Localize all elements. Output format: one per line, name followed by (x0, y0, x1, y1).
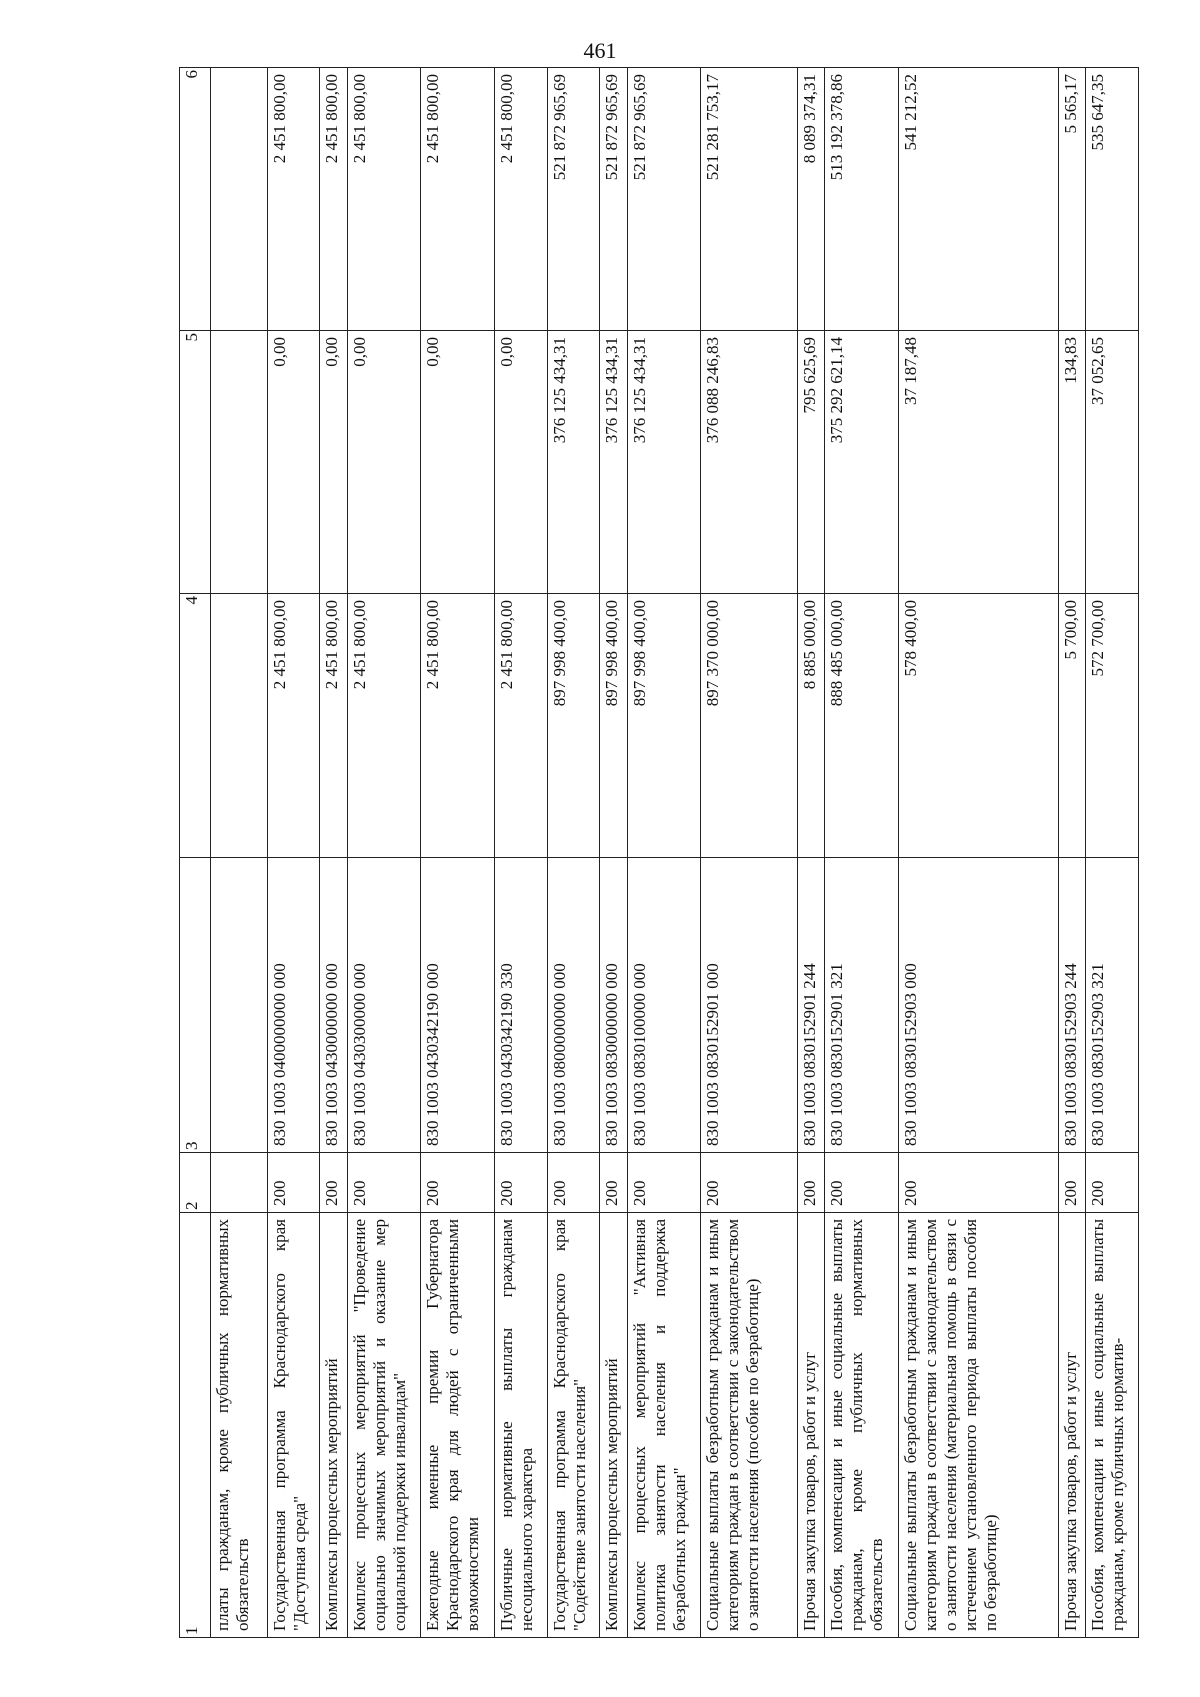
table-row (600, 68, 627, 1638)
row-name: Государственная программа Краснодарского края "Доступная среда" (267, 1213, 320, 1638)
row-planned: 572 700,00 (1086, 594, 1139, 858)
row-planned: 2 451 800,00 (267, 594, 320, 858)
row-kbk: 830 1003 0400000000 000 (267, 858, 320, 1153)
row-name: Пособия, компенсации и иные социальные выплаты гражданам, кроме публичных норматив- (1086, 1213, 1139, 1638)
row-executed: 0,00 (495, 331, 548, 594)
row-code (211, 1153, 268, 1213)
row-name: Государственная программа Краснодарского края "Содействие занятости населения" (547, 1213, 600, 1638)
row-executed (211, 331, 268, 594)
table-row (898, 68, 1058, 1638)
row-name: Комплексы процессных мероприятий (320, 1213, 347, 1638)
row-planned: 897 370 000,00 (701, 594, 798, 858)
page-number: 461 (583, 38, 617, 63)
table-row (495, 68, 548, 1638)
row-name: Комплексы процессных мероприятий (600, 1213, 627, 1638)
row-name: Социальные выплаты безработным гражданам и иным категориям граждан в соответствии с законодательством о занятости населения (пособие по безработице) (701, 1213, 798, 1638)
row-code: 200 (701, 1153, 798, 1213)
row-code: 200 (267, 1153, 320, 1213)
row-code: 200 (798, 1153, 825, 1213)
row-kbk: 830 1003 0830100000 000 (627, 858, 701, 1153)
row-planned: 2 451 800,00 (347, 594, 421, 858)
row-executed: 376 088 246,83 (701, 331, 798, 594)
row-name: Комплекс процессных мероприятий "Активная политика занятости населения и поддержка безработных граждан" (627, 1213, 701, 1638)
row-kbk: 830 1003 0430342190 000 (421, 858, 495, 1153)
row-executed: 0,00 (267, 331, 320, 594)
row-name: Прочая закупка товаров, работ и услуг (798, 1213, 825, 1638)
row-planned: 897 998 400,00 (547, 594, 600, 858)
table-row (701, 68, 798, 1638)
row-planned: 888 485 000,00 (825, 594, 899, 858)
table-row (798, 68, 825, 1638)
row-kbk: 830 1003 0830152901 321 (825, 858, 899, 1153)
row-unexecuted: 2 451 800,00 (267, 68, 320, 331)
table-row (267, 68, 320, 1638)
row-kbk: 830 1003 0830152903 244 (1058, 858, 1085, 1153)
header-col-2: 2 (180, 1153, 211, 1213)
row-name: Ежегодные именные премии Губернатора Краснодарского края для людей с ограниченными возможностями (421, 1213, 495, 1638)
table-row (1058, 68, 1085, 1638)
row-kbk: 830 1003 0430000000 000 (320, 858, 347, 1153)
row-planned: 897 998 400,00 (627, 594, 701, 858)
table-row (211, 68, 268, 1638)
row-unexecuted: 2 451 800,00 (320, 68, 347, 331)
header-row (180, 68, 211, 1638)
header-col-4: 4 (180, 594, 211, 858)
row-planned: 2 451 800,00 (495, 594, 548, 858)
row-executed: 0,00 (320, 331, 347, 594)
row-code: 200 (347, 1153, 421, 1213)
row-unexecuted: 5 565,17 (1058, 68, 1085, 331)
rotated-table-container (179, 70, 1139, 1638)
row-unexecuted: 521 872 965,69 (547, 68, 600, 331)
row-kbk: 830 1003 0430300000 000 (347, 858, 421, 1153)
row-unexecuted: 2 451 800,00 (495, 68, 548, 331)
row-code: 200 (421, 1153, 495, 1213)
row-executed: 795 625,69 (798, 331, 825, 594)
row-code: 200 (320, 1153, 347, 1213)
row-planned: 5 700,00 (1058, 594, 1085, 858)
row-kbk: 830 1003 0830000000 000 (600, 858, 627, 1153)
row-executed: 376 125 434,31 (547, 331, 600, 594)
row-planned: 8 885 000,00 (798, 594, 825, 858)
row-name: платы гражданам, кроме публичных нормативных обязательств (211, 1213, 268, 1638)
row-executed: 376 125 434,31 (600, 331, 627, 594)
row-executed: 0,00 (421, 331, 495, 594)
table-row (547, 68, 600, 1638)
row-code: 200 (898, 1153, 1058, 1213)
header-col-6: 6 (180, 68, 211, 331)
row-name: Пособия, компенсации и иные социальные выплаты гражданам, кроме публичных нормативных обязательств (825, 1213, 899, 1638)
row-planned: 578 400,00 (898, 594, 1058, 858)
row-executed: 375 292 621,14 (825, 331, 899, 594)
row-unexecuted: 541 212,52 (898, 68, 1058, 331)
row-name: Публичные нормативные выплаты гражданам несоциального характера (495, 1213, 548, 1638)
row-code: 200 (627, 1153, 701, 1213)
row-unexecuted: 521 872 965,69 (600, 68, 627, 331)
row-unexecuted (211, 68, 268, 331)
row-kbk: 830 1003 0430342190 330 (495, 858, 548, 1153)
row-unexecuted: 2 451 800,00 (347, 68, 421, 331)
row-code: 200 (495, 1153, 548, 1213)
row-unexecuted: 521 872 965,69 (627, 68, 701, 331)
header-col-5: 5 (180, 331, 211, 594)
rotated-table (179, 70, 1139, 1638)
row-planned: 897 998 400,00 (600, 594, 627, 858)
header-col-1: 1 (180, 1213, 211, 1638)
row-name: Социальные выплаты безработным гражданам и иным категориям граждан в соответствии с законодательством о занятости населения (материальная помощь в связи с истечением установленного периода выплаты пособия по безработице) (898, 1213, 1058, 1638)
row-unexecuted: 535 647,35 (1086, 68, 1139, 331)
table-row (1086, 68, 1139, 1638)
row-kbk (211, 858, 268, 1153)
row-executed: 0,00 (347, 331, 421, 594)
row-executed: 37 187,48 (898, 331, 1058, 594)
table-row (421, 68, 495, 1638)
row-name: Комплекс процессных мероприятий "Проведение социально значимых мероприятий и оказание мер социальной поддержки инвалидам" (347, 1213, 421, 1638)
row-executed: 37 052,65 (1086, 331, 1139, 594)
row-kbk: 830 1003 0830152901 000 (701, 858, 798, 1153)
row-kbk: 830 1003 0830152903 000 (898, 858, 1058, 1153)
row-kbk: 830 1003 0830152903 321 (1086, 858, 1139, 1153)
row-code: 200 (825, 1153, 899, 1213)
row-unexecuted: 2 451 800,00 (421, 68, 495, 331)
row-code: 200 (1086, 1153, 1139, 1213)
row-executed: 376 125 434,31 (627, 331, 701, 594)
row-executed: 134,83 (1058, 331, 1085, 594)
budget-table (179, 67, 1139, 1638)
row-kbk: 830 1003 0830152901 244 (798, 858, 825, 1153)
table-row (320, 68, 347, 1638)
row-planned: 2 451 800,00 (421, 594, 495, 858)
row-planned (211, 594, 268, 858)
row-code: 200 (1058, 1153, 1085, 1213)
table-row (825, 68, 899, 1638)
row-unexecuted: 8 089 374,31 (798, 68, 825, 331)
row-unexecuted: 521 281 753,17 (701, 68, 798, 331)
row-name: Прочая закупка товаров, работ и услуг (1058, 1213, 1085, 1638)
table-row (627, 68, 701, 1638)
row-kbk: 830 1003 0800000000 000 (547, 858, 600, 1153)
row-code: 200 (600, 1153, 627, 1213)
row-planned: 2 451 800,00 (320, 594, 347, 858)
row-unexecuted: 513 192 378,86 (825, 68, 899, 331)
header-col-3: 3 (180, 858, 211, 1153)
table-row (347, 68, 421, 1638)
row-code: 200 (547, 1153, 600, 1213)
